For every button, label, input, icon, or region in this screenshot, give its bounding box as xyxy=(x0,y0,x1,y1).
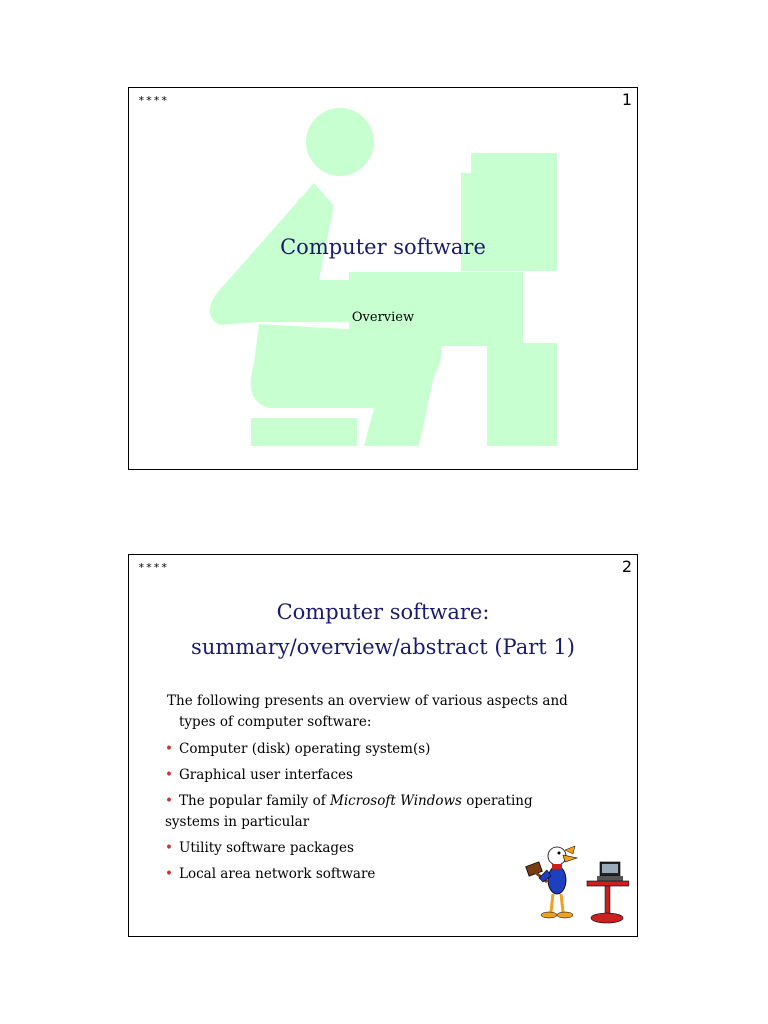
slide-subtitle: Overview xyxy=(351,310,415,325)
bullet-text-emphasis: Microsoft Windows xyxy=(330,793,462,809)
bullet-dot-icon: • xyxy=(165,741,173,757)
bullet-item xyxy=(165,791,585,833)
intro-line: The following presents an overview of various aspects and xyxy=(167,693,568,709)
slide-number: 2 xyxy=(621,557,632,576)
bullet-dot-icon: • xyxy=(165,793,173,809)
bullet-item xyxy=(165,838,585,859)
slide-marker: **** xyxy=(138,561,169,574)
intro-paragraph xyxy=(167,691,607,733)
bullet-item xyxy=(165,739,585,760)
slide-title xyxy=(129,595,637,665)
bullet-text: Local area network software xyxy=(179,866,376,882)
bullet-item xyxy=(165,864,585,885)
slide-title: Computer software xyxy=(280,235,486,259)
bullet-text: Computer (disk) operating system(s) xyxy=(179,741,431,757)
bullet-list xyxy=(165,739,585,890)
bullet-text-continuation: systems in particular xyxy=(165,814,310,830)
bullet-dot-icon: • xyxy=(165,866,173,882)
slide-1 xyxy=(128,87,638,470)
slide-2 xyxy=(128,554,638,937)
slide-marker: **** xyxy=(138,94,169,107)
bullet-text-pre: The popular family of xyxy=(179,793,331,809)
bullet-text: Utility software packages xyxy=(179,840,354,856)
bullet-dot-icon: • xyxy=(165,840,173,856)
bullet-dot-icon: • xyxy=(165,767,173,783)
bullet-text-post: operating xyxy=(461,793,533,809)
bullet-item xyxy=(165,765,585,786)
slide-number: 1 xyxy=(621,90,632,109)
duck-with-hammer-and-computer-icon xyxy=(525,842,629,928)
intro-line: types of computer software: xyxy=(179,714,372,730)
person-at-computer-icon xyxy=(129,88,638,470)
bullet-text: Graphical user interfaces xyxy=(179,767,353,783)
slide-title-line: Computer software: xyxy=(276,600,490,624)
slide-title-line: summary/overview/abstract (Part 1) xyxy=(191,635,575,659)
